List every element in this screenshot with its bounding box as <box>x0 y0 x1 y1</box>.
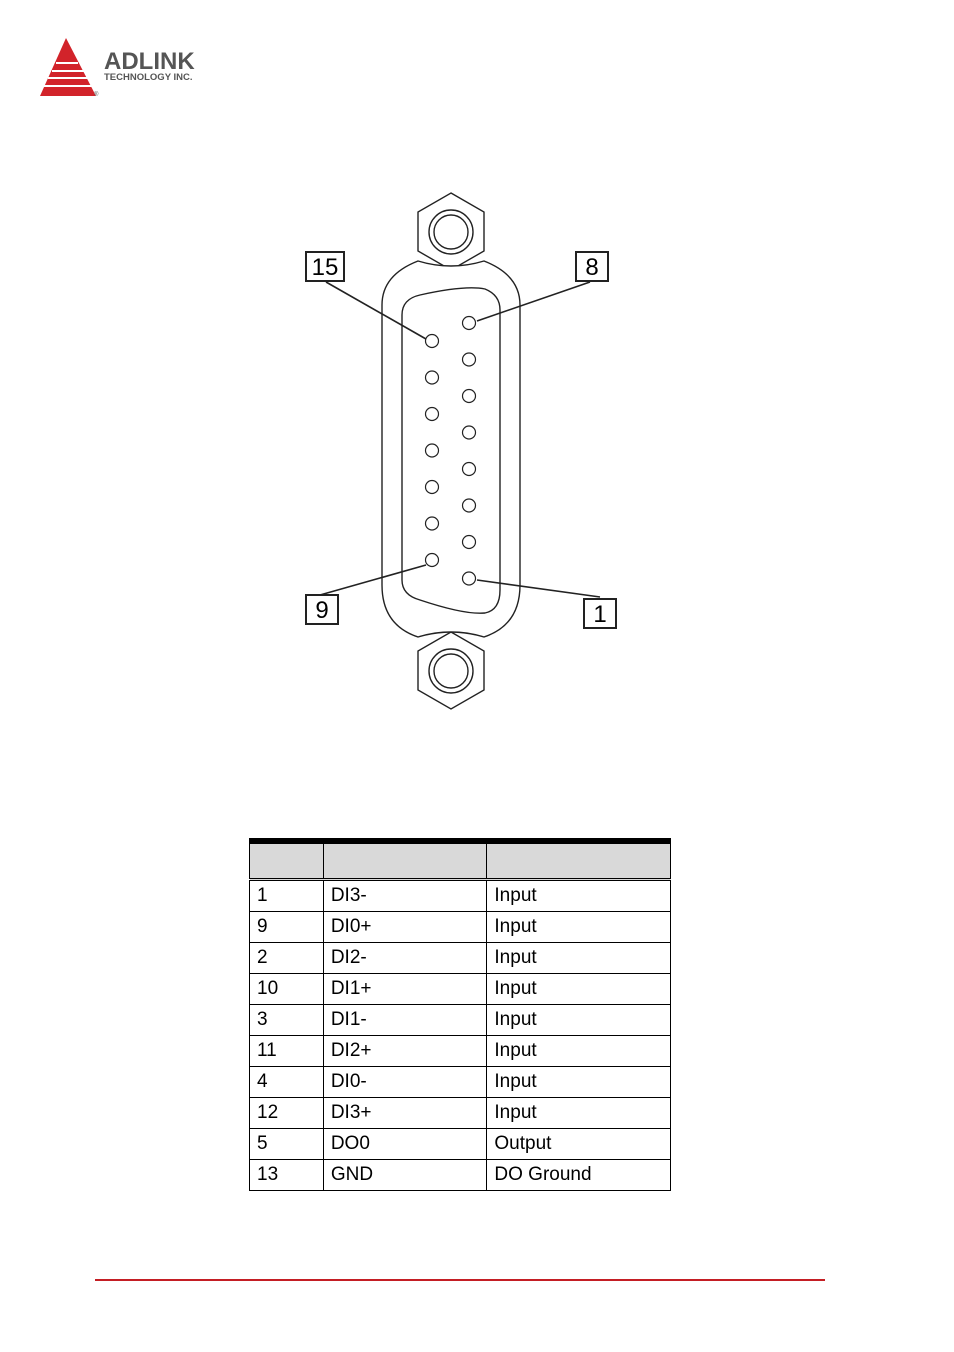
adlink-logo <box>38 36 238 100</box>
connector-pin <box>426 481 439 494</box>
cell-signal: DI1+ <box>323 974 487 1005</box>
cell-signal: DI0+ <box>323 912 487 943</box>
cell-pin: 2 <box>250 943 324 974</box>
connector-pin <box>463 353 476 366</box>
table-row <box>250 943 671 974</box>
cell-function: Input <box>487 974 671 1005</box>
cell-signal: DI2- <box>323 943 487 974</box>
cell-pin: 1 <box>250 880 324 912</box>
cell-function: Input <box>487 1067 671 1098</box>
cell-signal: DI1- <box>323 1005 487 1036</box>
cell-function: Input <box>487 912 671 943</box>
bottom-mounting-nut <box>418 632 484 709</box>
connector-pin <box>463 499 476 512</box>
table-row <box>250 1067 671 1098</box>
table-row <box>250 880 671 912</box>
label-15 <box>306 252 344 281</box>
connector-pin <box>426 371 439 384</box>
table-row <box>250 1129 671 1160</box>
cell-pin: 4 <box>250 1067 324 1098</box>
table-row <box>250 1160 671 1191</box>
connector-pin <box>463 426 476 439</box>
cell-function: DO Ground <box>487 1160 671 1191</box>
cell-function: Output <box>487 1129 671 1160</box>
cell-function: Input <box>487 943 671 974</box>
connector-pin <box>426 517 439 530</box>
cell-pin: 5 <box>250 1129 324 1160</box>
brand-tagline: TECHNOLOGY INC. <box>104 72 193 83</box>
table-row <box>250 1098 671 1129</box>
connector-pin <box>463 463 476 476</box>
registered-mark: ® <box>94 92 99 98</box>
connector-pin <box>463 536 476 549</box>
connector-pin <box>463 317 476 330</box>
cell-pin: 9 <box>250 912 324 943</box>
footer-rule <box>95 1279 825 1281</box>
cell-signal: DI2+ <box>323 1036 487 1067</box>
svg-text:9: 9 <box>315 597 329 624</box>
cell-function: Input <box>487 880 671 912</box>
connector-pin <box>426 554 439 567</box>
table-row <box>250 1036 671 1067</box>
label-8 <box>576 252 608 281</box>
cell-pin: 13 <box>250 1160 324 1191</box>
table-row <box>250 1005 671 1036</box>
cell-pin: 3 <box>250 1005 324 1036</box>
cell-pin: 12 <box>250 1098 324 1129</box>
table-header-row <box>250 841 671 880</box>
table-row <box>250 912 671 943</box>
cell-signal: DI3- <box>323 880 487 912</box>
db15-connector-diagram <box>290 185 630 715</box>
cell-signal: DO0 <box>323 1129 487 1160</box>
connector-pin <box>463 572 476 585</box>
header-function <box>487 841 671 880</box>
adlink-triangle-icon <box>40 38 96 96</box>
brand-name: ADLINK <box>104 48 195 75</box>
svg-text:1: 1 <box>593 601 607 628</box>
cell-function: Input <box>487 1005 671 1036</box>
top-mounting-nut <box>418 193 484 270</box>
cell-function: Input <box>487 1098 671 1129</box>
connector-pin <box>426 444 439 457</box>
connector-pin <box>463 390 476 403</box>
header-signal <box>323 841 487 880</box>
header-pin <box>250 841 324 880</box>
svg-text:8: 8 <box>585 254 599 281</box>
pin-assignment-table <box>249 838 671 1191</box>
label-9 <box>306 595 338 624</box>
cell-signal: DI3+ <box>323 1098 487 1129</box>
cell-pin: 11 <box>250 1036 324 1067</box>
svg-text:15: 15 <box>311 254 339 281</box>
cell-signal: DI0- <box>323 1067 487 1098</box>
cell-function: Input <box>487 1036 671 1067</box>
label-1 <box>584 599 616 628</box>
cell-pin: 10 <box>250 974 324 1005</box>
cell-signal: GND <box>323 1160 487 1191</box>
table-row <box>250 974 671 1005</box>
connector-pin <box>426 335 439 348</box>
connector-pin <box>426 408 439 421</box>
